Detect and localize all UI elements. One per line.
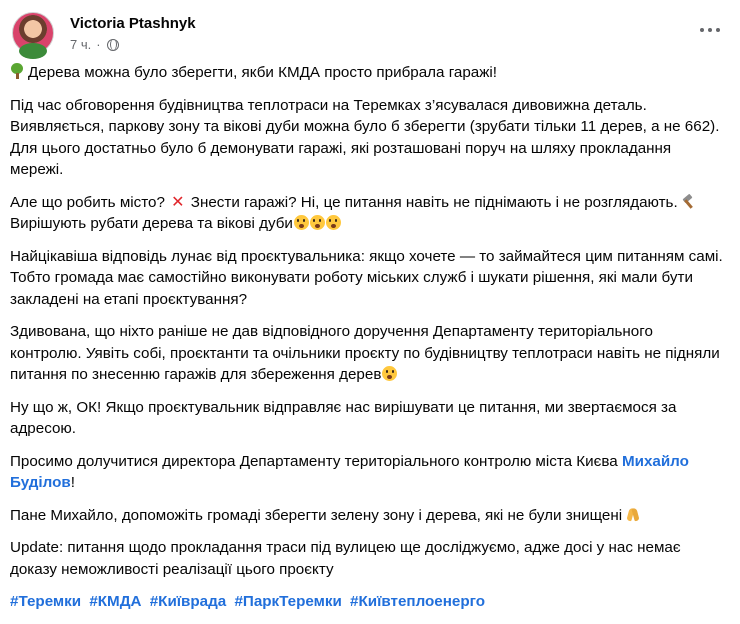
globe-icon[interactable] (107, 39, 119, 51)
paragraph-9: Update: питання щодо прокладання траси під вулицею ще досліджуємо, адже досі у нас немає доказу неможливості реалізації цього проєкту (10, 539, 681, 578)
paragraph-4: Найцікавіша відповідь лунає від проєктувальника: якщо хочете — то займайтеся цим питанням самі. Тобто громада має самостійно виконувати роботу міських служб і шукати рішення, які мали бути закладені на етапі проєктування? (10, 247, 723, 308)
paragraph-7: Просимо долучитися директора Департаменту територіального контролю міста Києва Михайло Буділов! (10, 452, 689, 491)
tree-icon (10, 63, 24, 79)
post-meta (70, 37, 119, 52)
author-name[interactable]: Victoria Ptashnyk (70, 15, 196, 32)
paragraph-5: Здивована, що ніхто раніше не дав відповідного доручення Департаменту територіального контролю. Уявіть собі, проєктанти та очільники проєкту по будівництву теплотраси навіть не підняли питання по знесенню гаражів для збереження дерев (10, 323, 720, 383)
paragraph-3: Але що робить місто? ✕ Знести гаражі? Ні, це питання навіть не піднімають і не розглядають. Вирішують рубати дерева та вікові дуби (10, 192, 725, 235)
post-time[interactable]: 7 ч. (70, 37, 92, 52)
paragraph-2: Під час обговорення будівництва теплотраси на Теремках з’ясувалася дивовижна деталь. Виявляється, паркову зону та вікові дуби можна було б зберегти (зрубати тільки 11 дерев, а не 662). Для цього достатньо було б демонувати гаражі, які розташовані поруч на шляху прокладання мережі. (10, 96, 720, 178)
face-screaming-icon (310, 215, 325, 230)
mention-link[interactable]: Михайло Буділов (10, 452, 689, 491)
more-options-icon[interactable] (696, 20, 724, 40)
face-screaming-icon (382, 366, 397, 381)
paragraph-6: Ну що ж, ОК! Якщо проєктувальник відправляє нас вирішувати це питання, ми звертаємося за адресою. (10, 398, 677, 437)
meta-separator: · (96, 37, 101, 52)
face-screaming-icon (294, 215, 309, 230)
hashtag-link[interactable]: #Теремки (10, 593, 82, 610)
post-text (10, 62, 725, 624)
hashtag-link[interactable]: #ПаркТеремки (234, 593, 342, 610)
hammer-icon (681, 195, 695, 209)
hashtag-link[interactable]: #КМДА (89, 593, 142, 610)
cross-mark-icon: ✕ (171, 193, 185, 211)
post-header (10, 8, 730, 58)
hashtag-link[interactable]: #Київтеплоенерго (350, 593, 486, 610)
hashtag-link[interactable]: #Київрада (149, 593, 227, 610)
paragraph-8: Пане Михайло, допоможіть громаді зберегти зелену зону і дерева, які не були знищені (10, 505, 725, 527)
folded-hands-icon (626, 507, 641, 522)
paragraph-1: Дерева можна було зберегти, якби КМДА просто прибрала гаражі! (10, 62, 725, 84)
hashtags (10, 591, 725, 613)
face-screaming-icon (326, 215, 341, 230)
avatar[interactable] (12, 12, 54, 54)
